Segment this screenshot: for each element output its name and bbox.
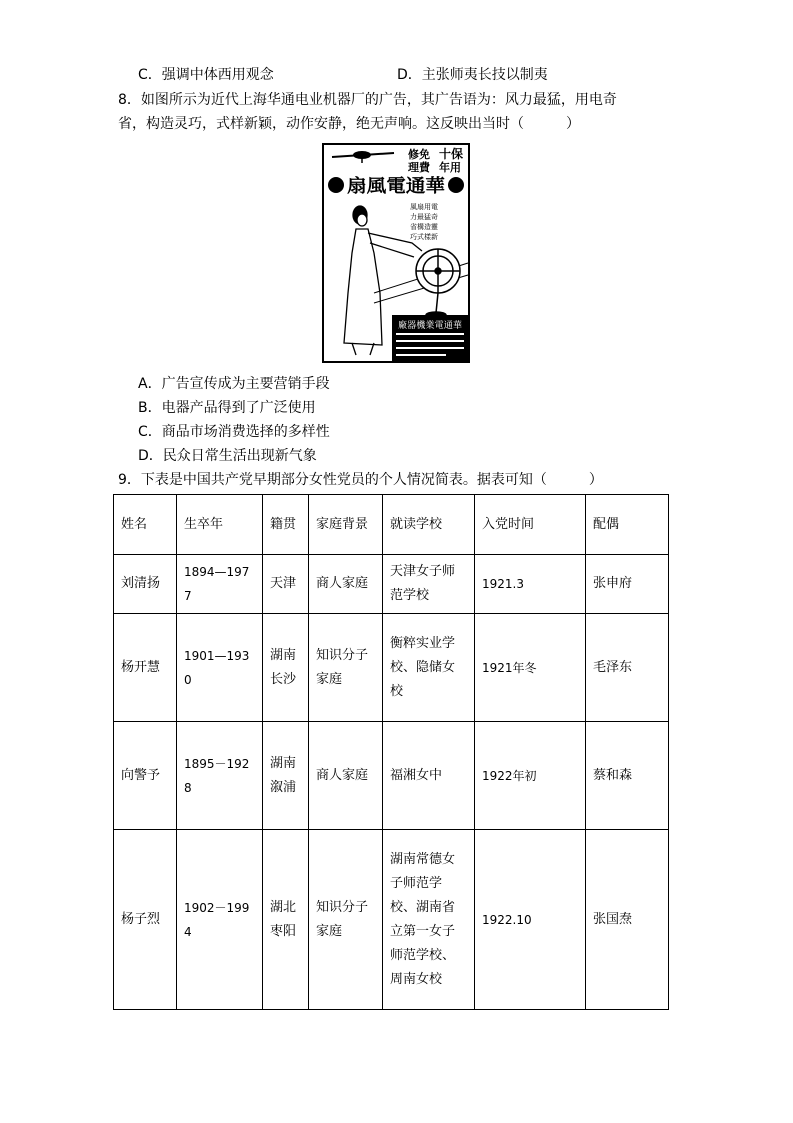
ad-slogan-col3: 省構造靈 [410,223,438,231]
cell-years: 1902－1994 [177,830,263,1010]
ad-slogan-col1: 風扇用電 [410,203,438,211]
cell-years: 1894—1977 [177,555,263,614]
q8-option-d: D．民众日常生活出现新气象 [138,448,317,464]
cell-family: 知识分子家庭 [309,830,383,1010]
cell-school: 衡粹实业学校、隐储女校 [383,614,475,722]
header-school: 就读学校 [383,495,475,555]
ad-brand: 扇風電通華 [347,176,437,197]
header-name: 姓名 [114,495,177,555]
cell-school: 福湘女中 [383,722,475,830]
table-header-row [114,495,669,555]
cell-school: 湖南常德女子师范学校、湖南省立第一女子师范学校、周南女校 [383,830,475,1010]
cell-hometown: 湖北枣阳 [263,830,309,1010]
cell-spouse: 毛泽东 [586,614,669,722]
ad-logo-left [328,177,344,193]
q8-option-c: C．商品市场消费选择的多样性 [138,424,330,440]
table-row [114,830,669,1010]
ad-slogan-col2: 力最猛奇 [410,213,438,221]
cell-spouse: 张国焘 [586,830,669,1010]
q8-option-b: B．电器产品得到了广泛使用 [138,400,316,416]
header-years: 生卒年 [177,495,263,555]
q8-option-a: A．广告宣传成为主要营销手段 [138,376,330,392]
header-join-date: 入党时间 [475,495,586,555]
header-hometown: 籍贯 [263,495,309,555]
cell-family: 商人家庭 [309,555,383,614]
ad-top-mid-line2: 理費 [408,161,430,174]
ad-top-mid-line1: 修免 [408,148,430,161]
advertisement-image [322,143,470,363]
cell-hometown: 湖南溆浦 [263,722,309,830]
table-row [114,614,669,722]
header-family: 家庭背景 [309,495,383,555]
cell-join-date: 1922年初 [475,722,586,830]
q7-option-d: D．主张师夷长技以制夷 [397,67,548,83]
party-members-table [113,494,669,1010]
ad-bottom-box: 廠器機業電通華 [398,321,461,331]
cell-name: 刘清扬 [114,555,177,614]
ad-top-right-line1: 十保 [439,147,464,161]
cell-school: 天津女子师范学校 [383,555,475,614]
cell-hometown: 湖南长沙 [263,614,309,722]
cell-spouse: 张申府 [586,555,669,614]
cell-years: 1901—1930 [177,614,263,722]
q9-stem: 9．下表是中国共产党早期部分女性党员的个人情况简表。据表可知（ ） [118,472,603,488]
cell-join-date: 1921.3 [475,555,586,614]
ad-slogan-col4: 巧式樣新 [410,233,438,241]
table-row [114,555,669,614]
cell-name: 向警予 [114,722,177,830]
cell-name: 杨开慧 [114,614,177,722]
cell-hometown: 天津 [263,555,309,614]
cell-join-date: 1921年冬 [475,614,586,722]
ad-top-right-line2: 年用 [439,161,461,174]
cell-name: 杨子烈 [114,830,177,1010]
cell-join-date: 1922.10 [475,830,586,1010]
q8-stem-line2: 省，构造灵巧，式样新颖，动作安静，绝无声响。这反映出当时（ ） [118,116,580,132]
table-row [114,722,669,830]
header-spouse: 配偶 [586,495,669,555]
cell-family: 知识分子家庭 [309,614,383,722]
cell-years: 1895－1928 [177,722,263,830]
q7-option-c: C．强调中体西用观念 [138,67,274,83]
ad-logo-right [448,177,464,193]
cell-family: 商人家庭 [309,722,383,830]
cell-spouse: 蔡和森 [586,722,669,830]
q8-stem-line1: 8．如图所示为近代上海华通电业机器厂的广告，其广告语为：风力最猛，用电奇 [118,92,617,108]
